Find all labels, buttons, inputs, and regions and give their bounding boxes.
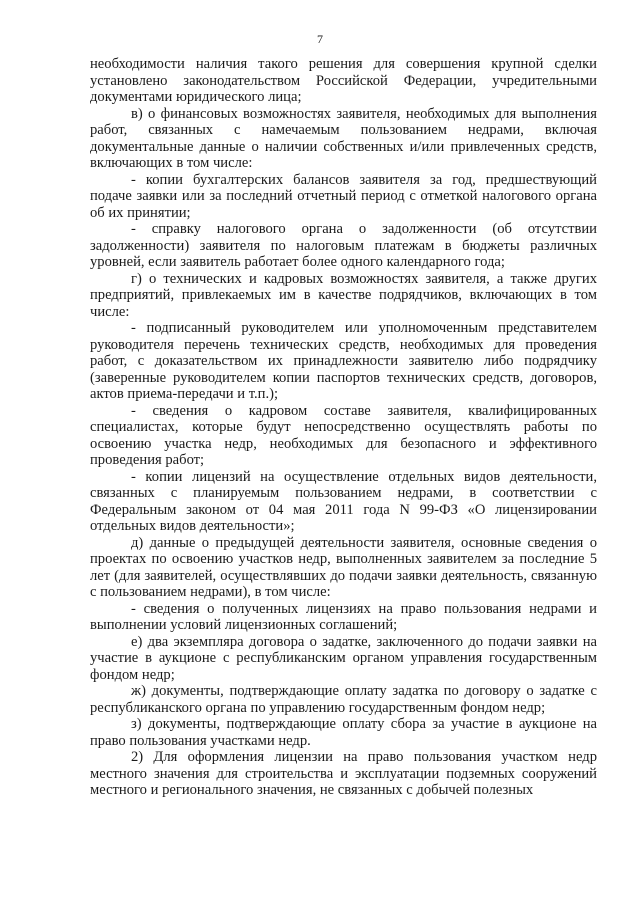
paragraph: з) документы, подтверждающие оплату сбора за участие в аукционе на право пользования участками недр.	[90, 716, 597, 749]
paragraph: в) о финансовых возможностях заявителя, необходимых для выполнения работ, связанных с намечаемым пользованием недрами, включая документальные данные о наличии собственных и/или привлеченных средств, включающих в том числе:	[90, 105, 597, 171]
page-number: 7	[317, 32, 323, 46]
paragraph: - копии лицензий на осуществление отдельных видов деятельности, связанных с планируемым пользованием недрами, в соответствии с Федеральным законом от 04 мая 2011 года N 99-ФЗ «О лицензировании отдельных видов деятельности»;	[90, 468, 597, 534]
paragraph: необходимости наличия такого решения для совершения крупной сделки установлено законодательством Российской Федерации, учредительными документами юридического лица;	[90, 56, 597, 105]
paragraph: - копии бухгалтерских балансов заявителя за год, предшествующий подаче заявки или за последний отчетный период с отметкой налогового органа об их принятии;	[90, 171, 597, 221]
paragraph: ж) документы, подтверждающие оплату задатка по договору о задатке с республиканского органа по управлению государственным фондом недр;	[90, 683, 597, 716]
document-body	[90, 56, 597, 799]
paragraph: - сведения о полученных лицензиях на право пользования недрами и выполнении условий лицензионных соглашений;	[90, 600, 597, 633]
paragraph: е) два экземпляра договора о задатке, заключенного до подачи заявки на участие в аукционе с республиканским органом управления государственным фондом недр;	[90, 633, 597, 683]
paragraph: - сведения о кадровом составе заявителя, квалифицированных специалистах, которые будут непосредственно осуществлять работы по освоению участка недр, необходимых для безопасного и эффективного проведения работ;	[90, 402, 597, 468]
paragraph: - справку налогового органа о задолженности (об отсутствии задолженности) заявителя по налоговым платежам в бюджеты различных уровней, если заявитель работает более одного календарного года;	[90, 221, 597, 270]
paragraph: г) о технических и кадровых возможностях заявителя, а также других предприятий, привлекаемых им в качестве подрядчиков, включающих в том числе:	[90, 270, 597, 320]
paragraph: 2) Для оформления лицензии на право пользования участком недр местного значения для строительства и эксплуатации подземных сооружений местного и регионального значения, не связанных с добычей полезных	[90, 749, 597, 798]
paragraph: д) данные о предыдущей деятельности заявителя, основные сведения о проектах по освоению участков недр, выполненных заявителем за последние 5 лет (для заявителей, осуществлявших до подачи заявки деятельность, связанную с пользованием недрами), в том числе:	[90, 534, 597, 600]
paragraph: - подписанный руководителем или уполномоченным представителем руководителя перечень технических средств, необходимых для проведения работ, с доказательством их принадлежности заявителю либо подрядчику (заверенные руководителем копии паспортов технических средств, договоров, актов приема-передачи и т.п.);	[90, 320, 597, 402]
